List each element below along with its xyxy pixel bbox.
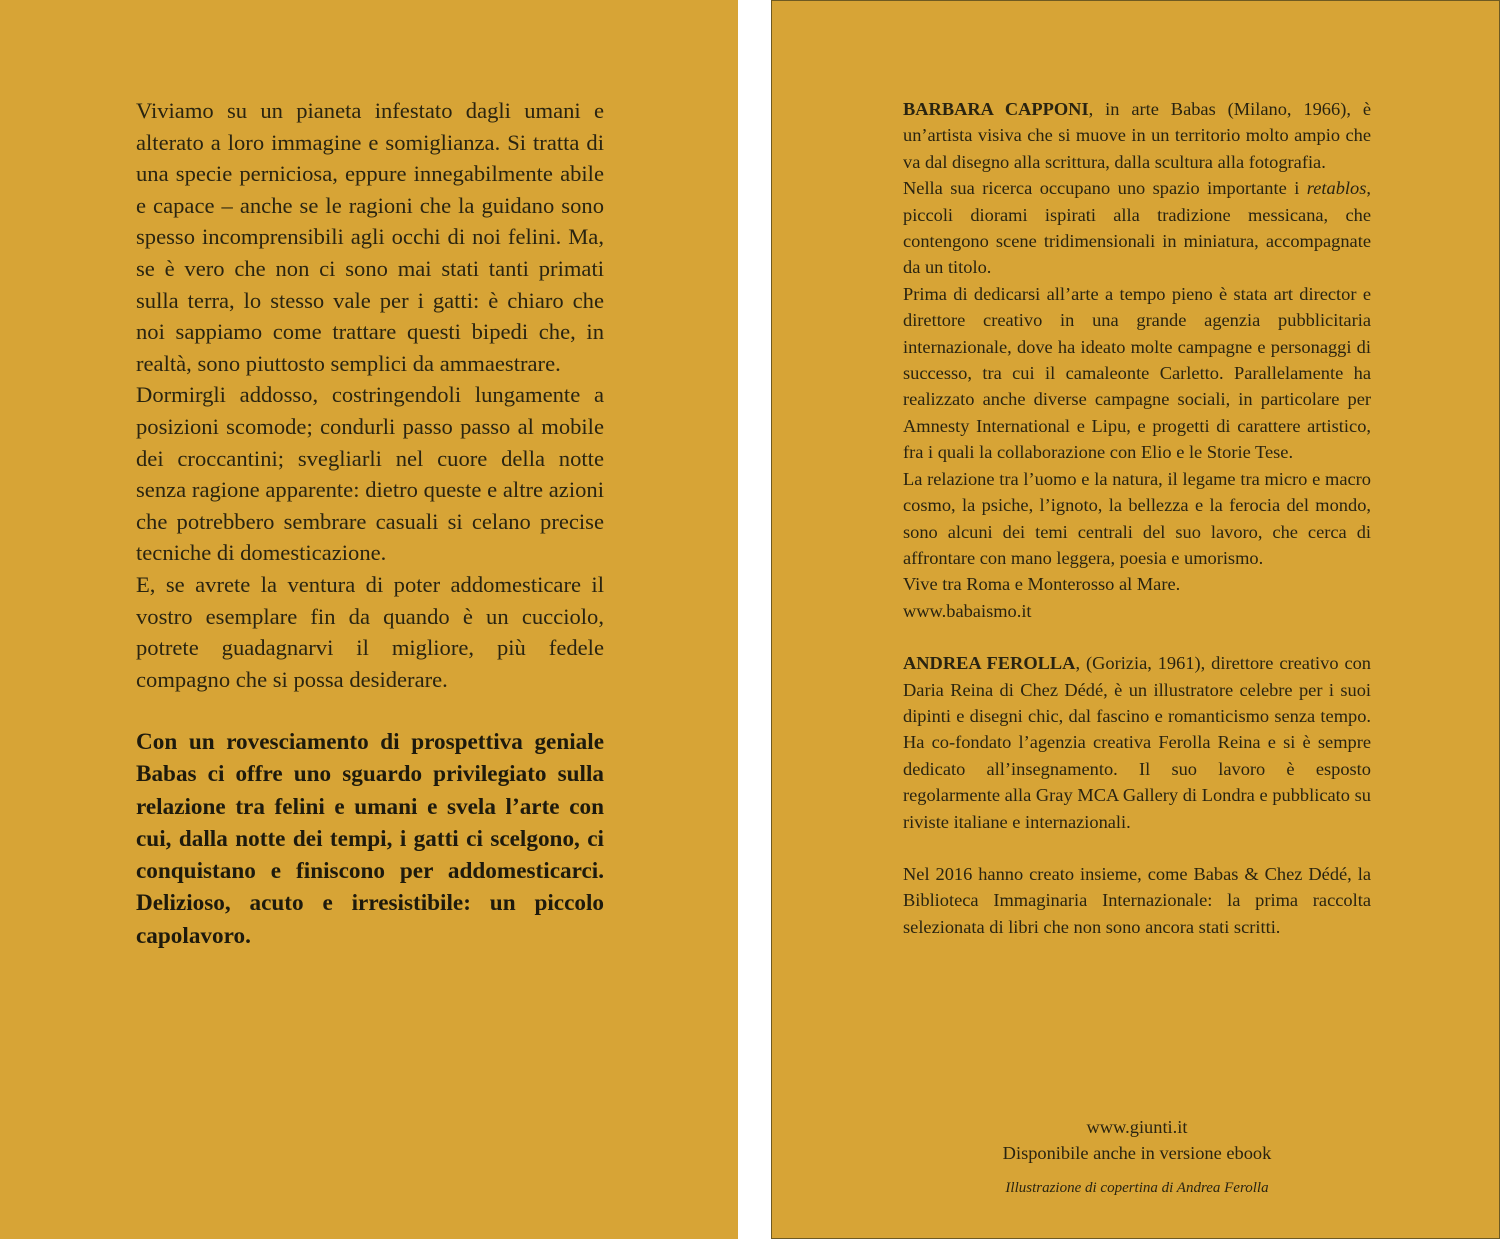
author2-bio: , (Gorizia, 1961), direttore creativo con Daria Reina di Chez Dédé, è un illustratore celebre per i suoi dipinti e disegni chic, dal fascino e romanticismo senza tempo. Ha co-fondato l’agenzia creativa Ferolla Reina e si è sempre dedicato all’insegnamento. Il suo lavoro è esposto regolarmente alla Gray MCA Gallery di Londra e pubblicato su riviste italiane e internazionali.: [903, 653, 1372, 832]
author1-intro-paragraph: [903, 96, 1371, 175]
blurb-paragraph-2: Dormirgli addosso, costringendoli lungamente a posizioni scomode; condurli passo passo al mobile dei croccantini; svegliarli nel cuore della notte senza ragione apparente: dietro queste e altre azioni che potrebbero sembrare casuali si celano precise tecniche di domesticazione.: [136, 382, 604, 566]
blurb-paragraph-3: E, se avrete la ventura di poter addomesticare il vostro esemplare fin da quando è un cucciolo, potrete guadagnarvi il migliore, più fedele compagno che si possa desiderare.: [136, 571, 604, 692]
blurb-text: [136, 95, 604, 952]
author1-residence: Vive tra Roma e Monterosso al Mare.: [903, 574, 1181, 595]
authors-bio: [903, 96, 1371, 940]
author1-career-paragraph: Prima di dedicarsi all’arte a tempo pieno è stata art director e direttore creativo in una grande agenzia pubblicitaria internazionale, dove ha ideato molte campagne e personaggi di successo, tra cui il camaleonte Carletto. Parallelamente ha realizzato anche diverse campagne sociali, in particolare per Amnesty International e Lipu, e progetti di carattere artistico, fra i quali la collaborazione con Elio e le Storie Tese.: [903, 283, 1371, 463]
author1-retablos-paragraph: [903, 175, 1371, 281]
joint-project-paragraph: Nel 2016 hanno creato insieme, come Babas & Chez Dédé, la Biblioteca Immaginaria Internazionale: la prima raccolta selezionata di libri che non sono ancora stati scritti.: [903, 863, 1371, 937]
author2-paragraph: [903, 650, 1371, 835]
ebook-availability: Disponibile anche in versione ebook: [1002, 1143, 1272, 1163]
blurb-bold-paragraph: Con un rovesciamento di prospettiva geniale Babas ci offre uno sguardo privilegiato sulla relazione tra felini e umani e svela l’arte con cui, dalla notte dei tempi, i gatti ci scelgono, ci conquistano e finiscono per addomesticarci. Delizioso, acuto e irresistibile: un piccolo capolavoro.: [136, 729, 604, 949]
publisher-url: www.giunti.it: [1086, 1117, 1188, 1137]
author1-website: www.babaismo.it: [903, 600, 1032, 621]
author1-intro: , in arte Babas (Milano, 1966), è un’artista visiva che si muove in un territorio molto ampio che va dal disegno alla scrittura, dalla scultura alla fotografia.: [903, 99, 1371, 172]
author1-p2-italic: retablos: [1306, 178, 1367, 199]
author1-p2-end: , piccoli diorami ispirati alla tradizione messicana, che contengono scene tridimensionali in miniatura, accompagnate da un titolo.: [903, 178, 1371, 278]
author1-themes-paragraph: La relazione tra l’uomo e la natura, il legame tra micro e macro cosmo, la psiche, l’ignoto, la bellezza e la ferocia del mondo, sono alcuni dei temi centrali del suo lavoro, che cerca di affrontare con mano leggera, poesia e umorismo.: [903, 468, 1371, 568]
author2-name: ANDREA FEROLLA: [903, 653, 1076, 674]
cover-illustration-credit: Illustrazione di copertina di Andrea Ferolla: [1005, 1180, 1269, 1196]
back-cover-right-panel: [771, 0, 1500, 1239]
author1-p2-start: Nella sua ricerca occupano uno spazio importante i: [903, 178, 1307, 199]
author1-name: BARBARA CAPPONI: [903, 99, 1089, 119]
blurb-paragraph-1: Viviamo su un pianeta infestato dagli umani e alterato a loro immagine e somiglianza. Si tratta di una specie perniciosa, eppure innegabilmente abile e capace – anche se le ragioni che la guidano sono spesso incomprensibili agli occhi di noi felini. Ma, se è vero che non ci sono mai stati tanti primati sulla terra, lo stesso vale per i gatti: è chiaro che noi sappiamo come trattare questi bipedi che, in realtà, sono piuttosto semplici da ammaestrare.: [136, 98, 604, 376]
back-cover-left-panel: [0, 0, 738, 1239]
